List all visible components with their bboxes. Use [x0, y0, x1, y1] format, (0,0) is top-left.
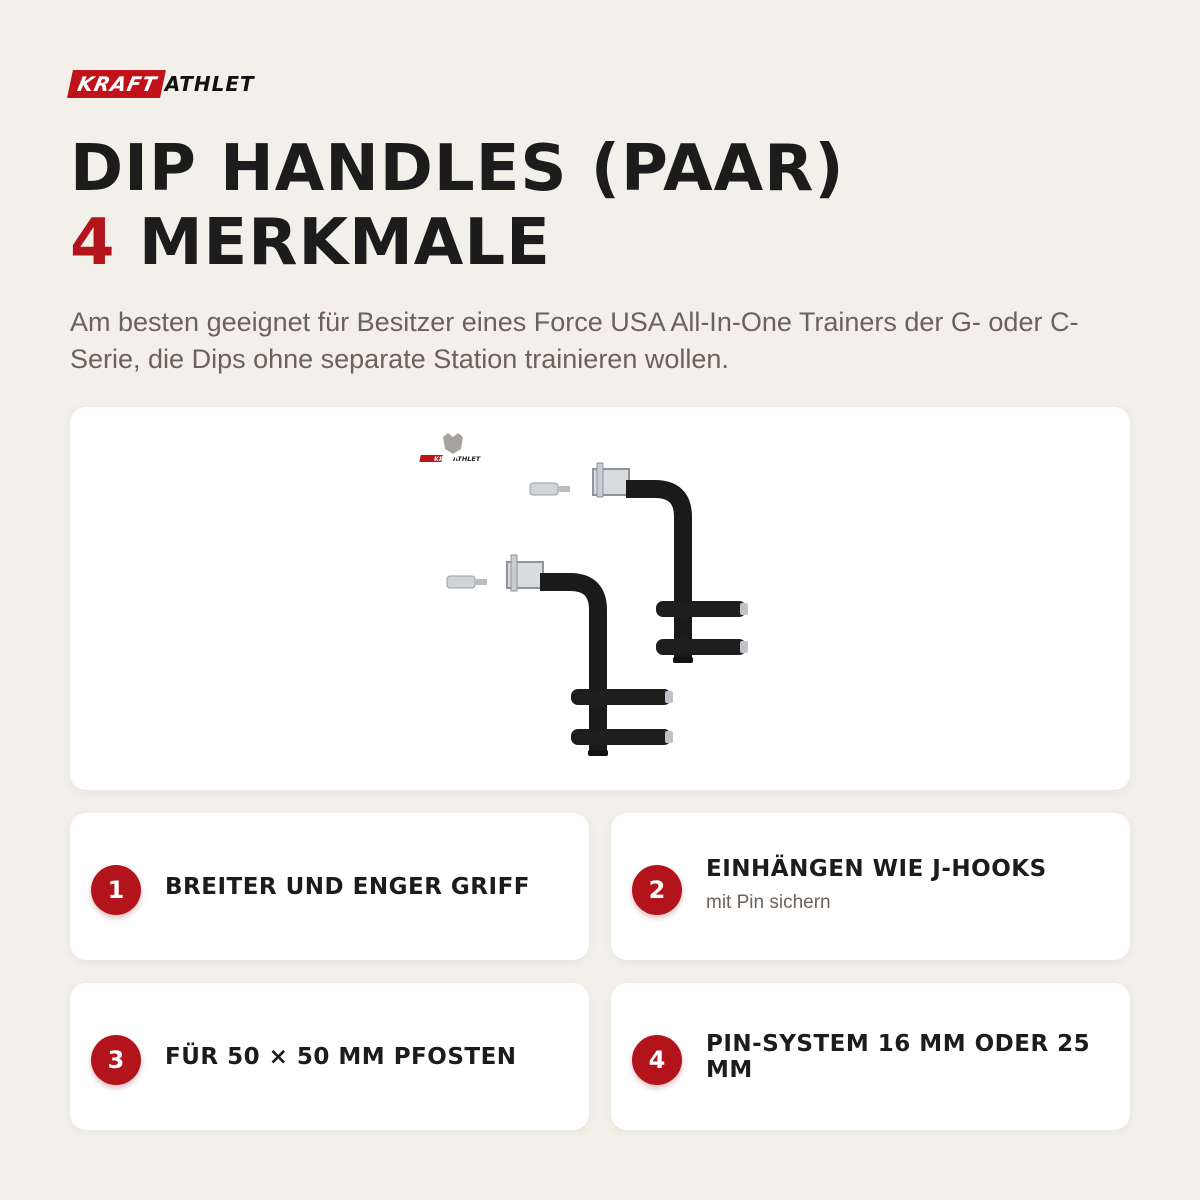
watermark-athlet: ATHLET	[453, 455, 481, 463]
title-feature-count: 4	[70, 206, 116, 280]
feature-card-4	[611, 983, 1130, 1130]
feature-label: BREITER UND ENGER GRIFF	[165, 873, 530, 900]
feature-card-3	[70, 983, 589, 1130]
feature-number-badge: 4	[632, 1035, 682, 1085]
title-line-1: DIP HANDLES (PAAR)	[70, 132, 845, 206]
feature-label: PIN-SYSTEM 16 MM ODER 25 MM	[706, 1030, 1091, 1083]
pin-back	[530, 483, 570, 495]
feature-sublabel: mit Pin sichern	[706, 891, 831, 913]
title-line-2: MERKMALE	[115, 206, 551, 280]
feature-number-badge: 2	[632, 865, 682, 915]
feature-number-badge: 3	[91, 1035, 141, 1085]
feature-number-badge: 1	[91, 865, 141, 915]
feature-label: EINHÄNGEN WIE J-HOOKS	[706, 855, 1047, 882]
feature-card-2	[611, 813, 1130, 960]
product-photo-card	[70, 407, 1130, 790]
page-subtitle: Am besten geeignet für Besitzer eines Force USA All-In-One Trainers der G- oder C-Serie, die Dips ohne separate Station trainieren wollen.	[70, 307, 1079, 374]
pin-front	[447, 576, 487, 588]
page-title	[70, 132, 845, 280]
watermark-kraft: KRAFT	[434, 455, 458, 463]
feature-label: FÜR 50 × 50 MM PFOSTEN	[165, 1043, 517, 1070]
dip-handle-back	[593, 463, 748, 663]
brand-logo	[70, 70, 255, 98]
brand-logo-athlet: ATHLET	[164, 72, 255, 96]
dip-handle-front	[507, 555, 673, 756]
feature-card-1	[70, 813, 589, 960]
product-image	[70, 407, 1130, 790]
watermark-logo	[419, 433, 481, 463]
brand-logo-kraft: KRAFT	[67, 70, 166, 98]
